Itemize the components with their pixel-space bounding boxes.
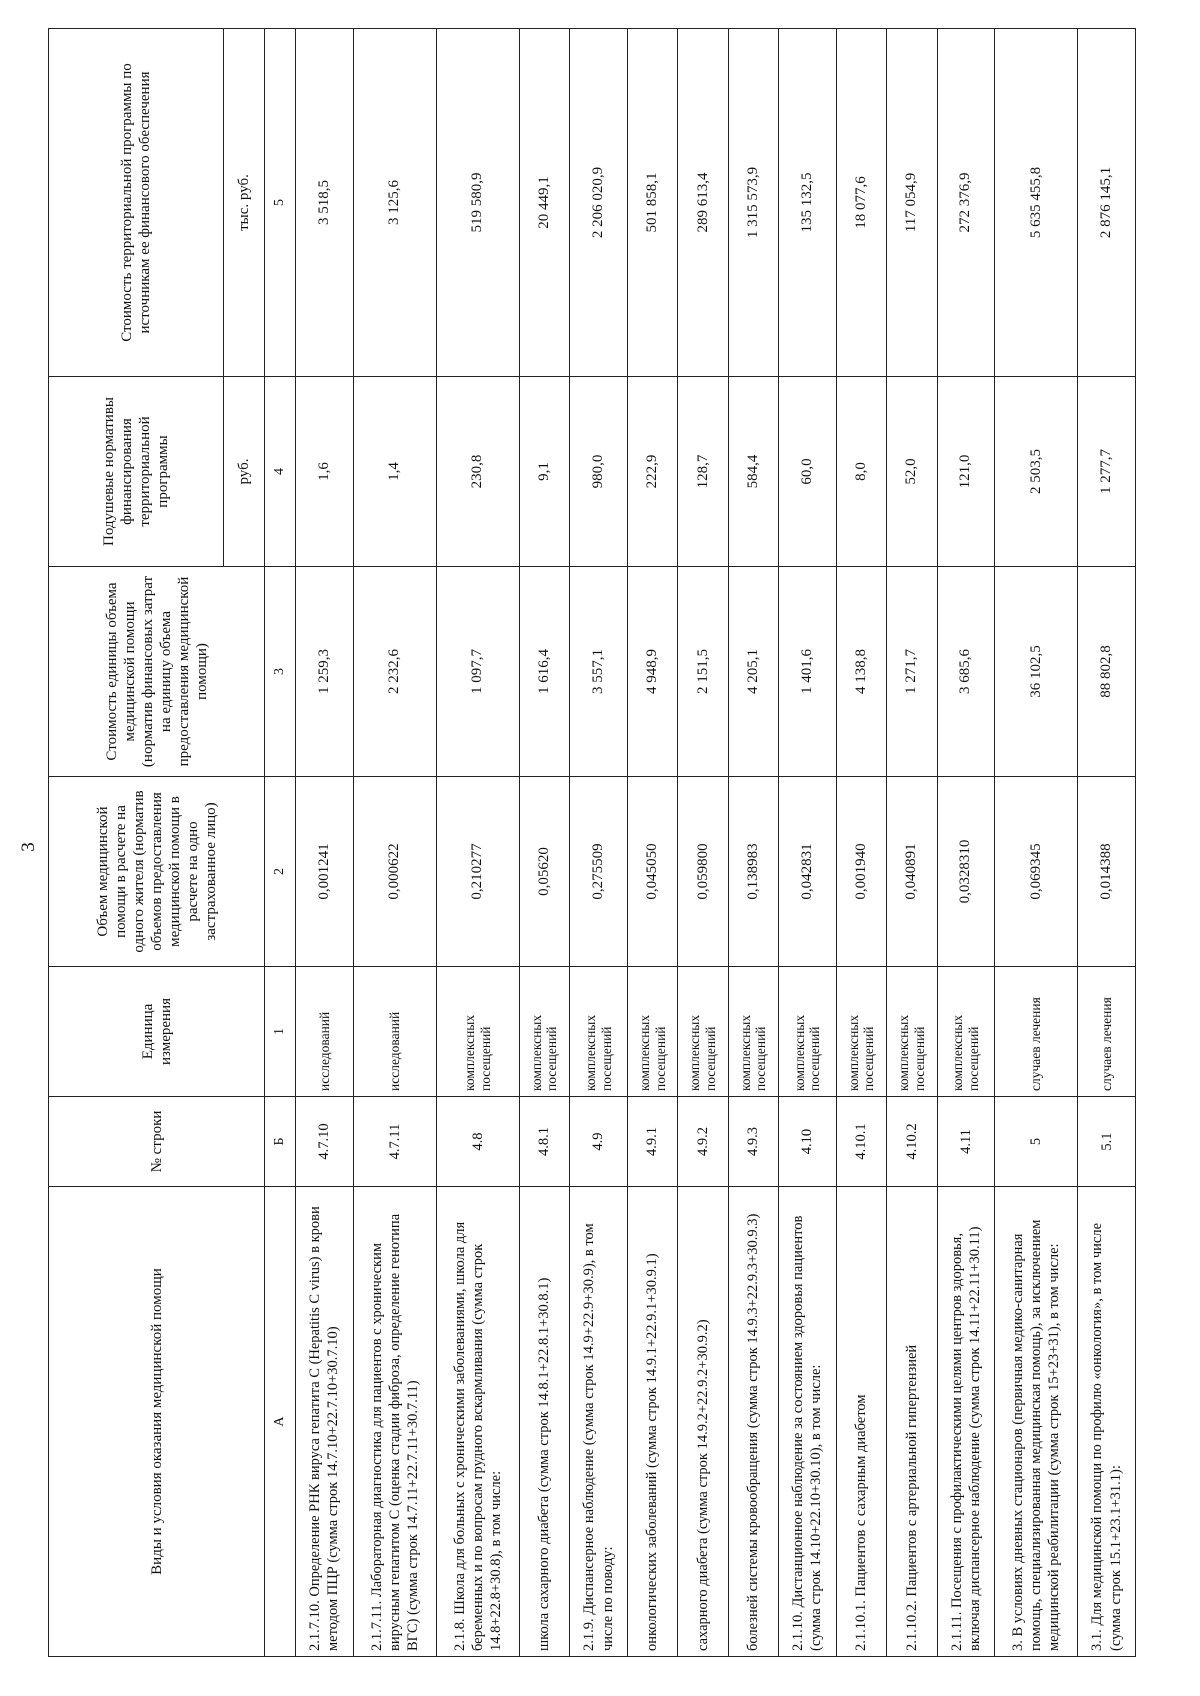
row-name: 2.1.7.10. Определение РНК вируса гепатита С (Hepatitis C virus) в крови методом ПЦР (сумма строк 14.7.10+22.7.10+30.7.10): [296, 1187, 354, 1657]
row-name: 3.1. Для медицинской помощи по профилю «онкология», в том числе (сумма строк 15.1+23.1+31.1):: [1078, 1187, 1136, 1657]
row-unit-cost: 4 205,1: [728, 567, 778, 777]
row-per-capita: 128,7: [678, 377, 728, 567]
header-index-row: [265, 29, 296, 1657]
row-unit: комплексных посещений: [436, 967, 519, 1097]
index-a: А: [265, 1187, 296, 1657]
table-body: [296, 29, 1136, 1657]
row-line-number: 5: [995, 1097, 1078, 1187]
row-per-capita: 2 503,5: [995, 377, 1078, 567]
row-line-number: 4.8.1: [519, 1097, 569, 1187]
row-total-cost: 3 518,5: [296, 29, 354, 377]
header-col-1: Единица измерения: [49, 967, 265, 1097]
header-col-5: Стоимость территориальной программы по источникам ее финансового обеспечения: [49, 29, 224, 377]
row-per-capita: 121,0: [937, 377, 995, 567]
index-b: Б: [265, 1097, 296, 1187]
row-unit-cost: 2 232,6: [353, 567, 436, 777]
row-per-capita: 1,6: [296, 377, 354, 567]
row-unit-cost: 3 557,1: [570, 567, 628, 777]
row-volume: 0,0328310: [937, 777, 995, 967]
row-unit: комплексных посещений: [728, 967, 778, 1097]
row-unit-cost: 88 802,8: [1078, 567, 1136, 777]
table-row: [1078, 29, 1136, 1657]
row-unit: случаев лечения: [995, 967, 1078, 1097]
table-row: [353, 29, 436, 1657]
row-line-number: 4.11: [937, 1097, 995, 1187]
row-total-cost: 1 315 573,9: [728, 29, 778, 377]
row-line-number: 4.10: [779, 1097, 837, 1187]
row-total-cost: 135 132,5: [779, 29, 837, 377]
header-col-b: № строки: [49, 1097, 265, 1187]
row-unit-cost: 4 138,8: [836, 567, 886, 777]
header-col-4: Подушевые нормативы финансирования территориальной программы: [49, 377, 224, 567]
row-name: 2.1.10.1. Пациентов с сахарным диабетом: [836, 1187, 886, 1657]
row-name: болезней системы кровообращения (сумма строк 14.9.3+22.9.3+30.9.3): [728, 1187, 778, 1657]
row-total-cost: 2 206 020,9: [570, 29, 628, 377]
row-unit-cost: 1 616,4: [519, 567, 569, 777]
row-unit-cost: 36 102,5: [995, 567, 1078, 777]
row-name: 2.1.7.11. Лабораторная диагностика для пациентов с хроническим вирусным гепатитом С (оценка стадии фиброза, определение генотипа ВГС) (сумма строк 14.7.11+22.7.11+30.7.11): [353, 1187, 436, 1657]
row-per-capita: 980,0: [570, 377, 628, 567]
row-total-cost: 2 876 145,1: [1078, 29, 1136, 377]
row-name: 2.1.10. Дистанционное наблюдение за состоянием здоровья пациентов (сумма строк 14.10+22.10+30.10), в том числе:: [779, 1187, 837, 1657]
row-unit: случаев лечения: [1078, 967, 1136, 1097]
row-per-capita: 9,1: [519, 377, 569, 567]
row-line-number: 5.1: [1078, 1097, 1136, 1187]
row-volume: 0,014388: [1078, 777, 1136, 967]
row-name: онкологических заболеваний (сумма строк 14.9.1+22.9.1+30.9.1): [627, 1187, 677, 1657]
row-unit: исследований: [296, 967, 354, 1097]
row-unit-cost: 3 685,6: [937, 567, 995, 777]
row-volume: 0,059800: [678, 777, 728, 967]
row-unit-cost: 1 097,7: [436, 567, 519, 777]
row-unit: комплексных посещений: [627, 967, 677, 1097]
table-row: [995, 29, 1078, 1657]
row-line-number: 4.8: [436, 1097, 519, 1187]
row-unit-cost: 1 271,7: [887, 567, 937, 777]
header-col-2: Объем медицинской помощи в расчете на одного жителя (норматив объемов предоставления медицинской помощи в расчете на одно застрахованное лицо): [49, 777, 265, 967]
header-col-3: Стоимость единицы объема медицинской помощи (норматив финансовых затрат на единицу объема предоставления медицинской помощи): [49, 567, 265, 777]
table-row: [627, 29, 677, 1657]
row-unit: комплексных посещений: [836, 967, 886, 1097]
row-volume: 0,210277: [436, 777, 519, 967]
row-total-cost: 18 077,6: [836, 29, 886, 377]
row-total-cost: 20 449,1: [519, 29, 569, 377]
row-volume: 0,040891: [887, 777, 937, 967]
row-total-cost: 272 376,9: [937, 29, 995, 377]
row-name: 3. В условиях дневных стационаров (первичная медико-санитарная помощь, специализированная медицинская помощь), за исключением медицинской реабилитации (сумма строк 15+23+31), в том числе:: [995, 1187, 1078, 1657]
index-1: 1: [265, 967, 296, 1097]
row-total-cost: 519 580,9: [436, 29, 519, 377]
header-unit-5: тыс. руб.: [224, 29, 265, 377]
row-per-capita: 1,4: [353, 377, 436, 567]
row-volume: 0,001241: [296, 777, 354, 967]
row-total-cost: 5 635 455,8: [995, 29, 1078, 377]
row-per-capita: 52,0: [887, 377, 937, 567]
row-unit-cost: 4 948,9: [627, 567, 677, 777]
row-line-number: 4.9.1: [627, 1097, 677, 1187]
row-volume: 0,275509: [570, 777, 628, 967]
index-2: 2: [265, 777, 296, 967]
row-volume: 0,069345: [995, 777, 1078, 967]
row-line-number: 4.9.2: [678, 1097, 728, 1187]
row-per-capita: 222,9: [627, 377, 677, 567]
row-unit: комплексных посещений: [779, 967, 837, 1097]
row-line-number: 4.9.3: [728, 1097, 778, 1187]
row-name: 2.1.10.2. Пациентов с артериальной гипертензией: [887, 1187, 937, 1657]
table-row: [728, 29, 778, 1657]
row-unit: комплексных посещений: [570, 967, 628, 1097]
medical-program-table: [48, 28, 1136, 1657]
row-per-capita: 230,8: [436, 377, 519, 567]
row-per-capita: 1 277,7: [1078, 377, 1136, 567]
table-row: [519, 29, 569, 1657]
row-total-cost: 289 613,4: [678, 29, 728, 377]
row-name: 2.1.9. Диспансерное наблюдение (сумма строк 14.9+22.9+30.9), в том числе по поводу:: [570, 1187, 628, 1657]
index-4: 4: [265, 377, 296, 567]
row-unit-cost: 1 401,6: [779, 567, 837, 777]
table-row: [678, 29, 728, 1657]
row-total-cost: 3 125,6: [353, 29, 436, 377]
row-line-number: 4.10.2: [887, 1097, 937, 1187]
row-per-capita: 60,0: [779, 377, 837, 567]
table-row: [887, 29, 937, 1657]
row-volume: 0,045050: [627, 777, 677, 967]
row-unit: комплексных посещений: [887, 967, 937, 1097]
row-total-cost: 501 858,1: [627, 29, 677, 377]
row-volume: 0,042831: [779, 777, 837, 967]
row-line-number: 4.10.1: [836, 1097, 886, 1187]
row-volume: 0,138983: [728, 777, 778, 967]
row-unit-cost: 2 151,5: [678, 567, 728, 777]
header-row: [49, 29, 224, 1657]
row-total-cost: 117 054,9: [887, 29, 937, 377]
row-per-capita: 8,0: [836, 377, 886, 567]
row-volume: 0,05620: [519, 777, 569, 967]
table-row: [436, 29, 519, 1657]
row-unit: комплексных посещений: [519, 967, 569, 1097]
row-line-number: 4.9: [570, 1097, 628, 1187]
page-number: 3: [17, 842, 39, 852]
row-unit: исследований: [353, 967, 436, 1097]
row-name: школа сахарного диабета (сумма строк 14.8.1+22.8.1+30.8.1): [519, 1187, 569, 1657]
index-5: 5: [265, 29, 296, 377]
table-row: [937, 29, 995, 1657]
row-unit: комплексных посещений: [937, 967, 995, 1097]
row-line-number: 4.7.11: [353, 1097, 436, 1187]
row-unit-cost: 1 259,3: [296, 567, 354, 777]
table-row: [570, 29, 628, 1657]
row-name: сахарного диабета (сумма строк 14.9.2+22.9.2+30.9.2): [678, 1187, 728, 1657]
row-per-capita: 584,4: [728, 377, 778, 567]
rotated-table-container: [48, 29, 1136, 1657]
row-volume: 0,001940: [836, 777, 886, 967]
table-row: [296, 29, 354, 1657]
index-3: 3: [265, 567, 296, 777]
row-volume: 0,000622: [353, 777, 436, 967]
row-name: 2.1.11. Посещения с профилактическими целями центров здоровья, включая диспансерное наблюдение (сумма строк 14.11+22.11+30.11): [937, 1187, 995, 1657]
header-unit-4: руб.: [224, 377, 265, 567]
table-row: [779, 29, 837, 1657]
row-name: 2.1.8. Школа для больных с хроническими заболеваниями, школа для беременных и по вопросам грудного вскармливания (сумма строк 14.8+22.8+30.8), в том числе:: [436, 1187, 519, 1657]
table-row: [836, 29, 886, 1657]
header-col-a: Виды и условия оказания медицинской помощи: [49, 1187, 265, 1657]
row-unit: комплексных посещений: [678, 967, 728, 1097]
row-line-number: 4.7.10: [296, 1097, 354, 1187]
